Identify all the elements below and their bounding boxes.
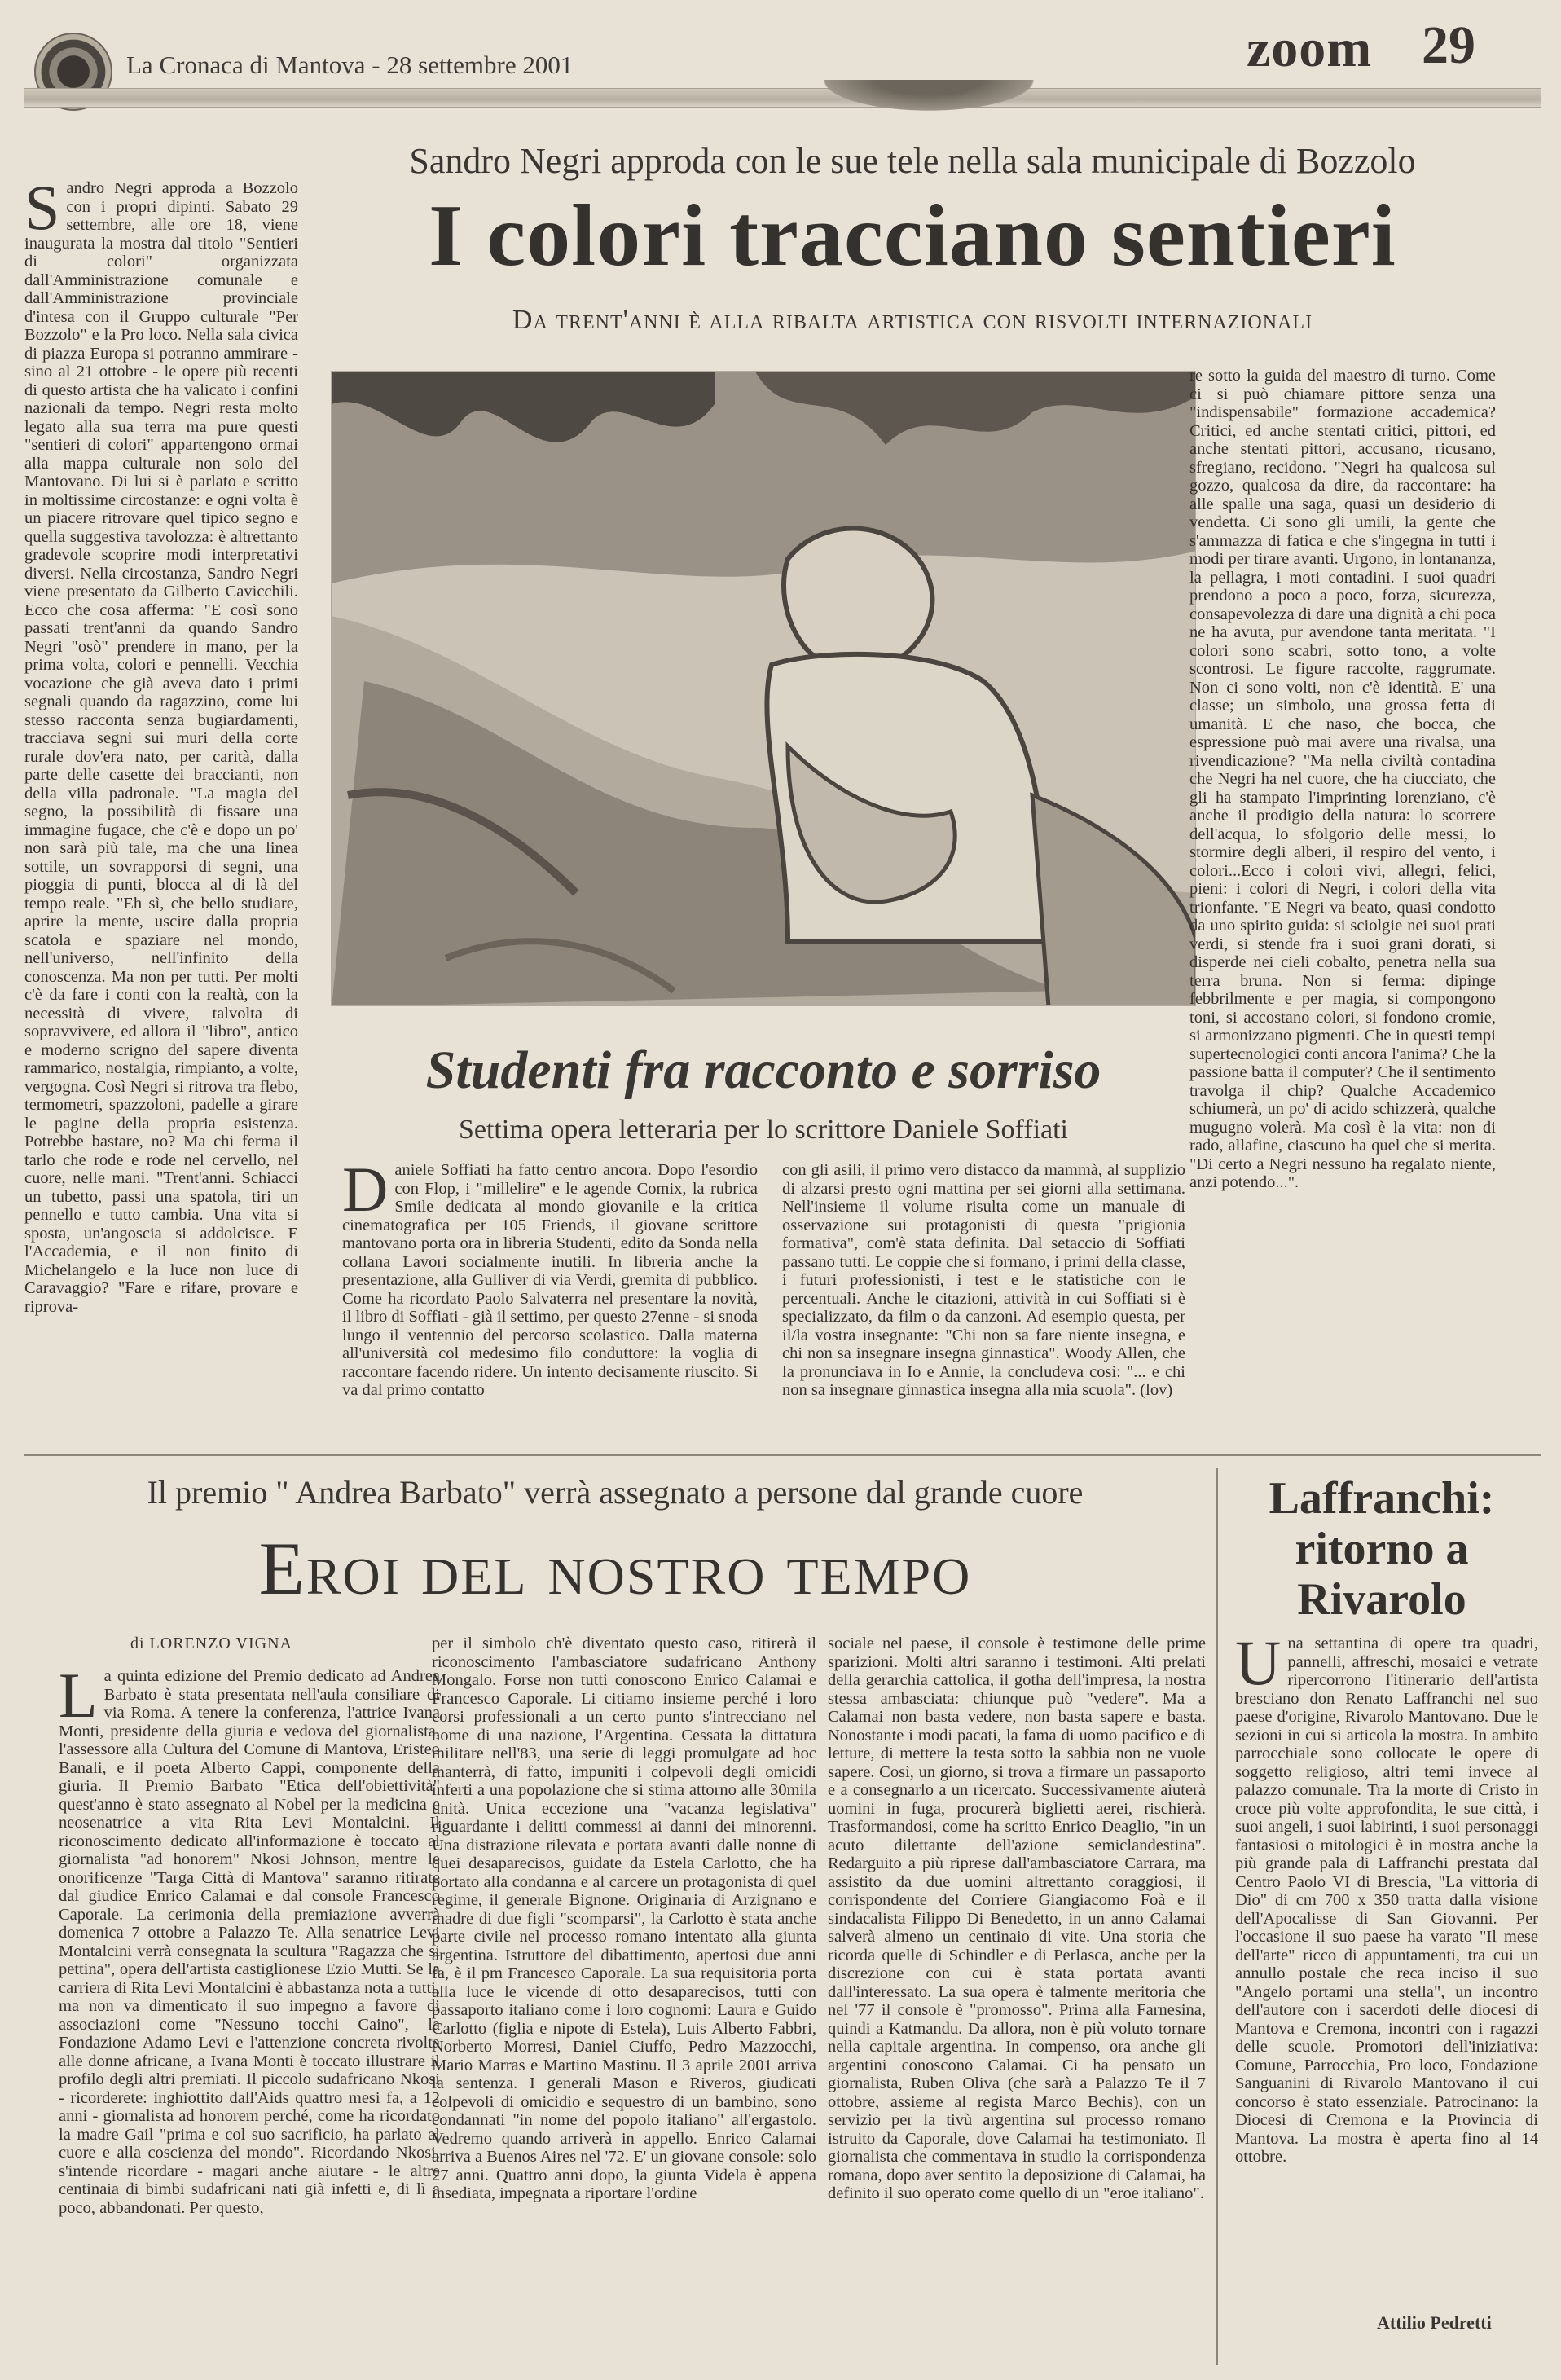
- article2-dropcap: D: [342, 1161, 389, 1225]
- article1-kicker: Sandro Negri approda con le sue tele nella sala municipale di Bozzolo: [409, 141, 1416, 181]
- article1-text-left: andro Negri approda a Bozzolo con i propri dipinti. Sabato 29 settembre, alle ore 18, viene inaugurata la mostra dal titolo "Sentieri di colori" organizzata dall'Amministrazione comunale e dall'Amministrazione provinciale d'intesa con il Gruppo culturale "Per Bozzolo" e la Pro loco. Nella sala civica di piazza Europa si potranno ammirare - sino al 21 ottobre - le opere più recenti di questo artista che ha valicato i confini nazionali da tempo. Negri resta molto legato alla sua terra ma pure questi "sentieri di colori" appartengono ormai alla mappa culturale non solo del Mantovano. Di lui si è parlato e scritto in moltissime circostanze: e ogni volta è un piacere ritrovare quel tipico segno e quella suggestiva tavolozza: è altrettanto gradevole scoprire modi interpretativi diversi. Nella circostanza, Sandro Negri viene presentato da Gilberto Cavicchili. Ecco che cosa afferma: "E così sono passati trent'anni da quando Sandro Negri "osò" prendere in mano, per la prima volta, colori e pennelli. Vecchia vocazione che già aveva dato i primi segnali quando da ragazzino, come lui stesso racconta senza bugiardamenti, tracciava segni sui muri della corte rurale dov'era nato, per carità, dalla parte delle casette dei braccianti, non della villa padronale. "La magia del segno, la possibilità di fissare una immagine fugace, che c'è e dopo un po' non sarà più tale, ma che una linea sottile, un sovrapporsi di segni, una pioggia di punti, blocca al di là del tempo reale. "Eh sì, che bello studiare, aprire la mente, uscire dalla propria scatola e spaziare nel mondo, nell'universo, nell'infinito della conoscenza. Ma non per tutti. Per molti c'è da fare i conti con la realtà, con la necessità di vivere, talvolta di sopravvivere, ed allora il "libro", antico e moderno scrigno del sapere diventa rammarico, nostalgia, rimpianto, a volte, vergogna. Così Negri si ritrova tra flebo, termometri, spazzoloni, padelle a girare le pagine della propria esistenza. Potrebbe bastare, no? Ma chi ferma il tarlo che rode e rode nel cervello, nel cuore, nelle mani. "Trent'anni. Schiacci un tubetto, passi una spatola, tiri un pennello e tutto cambia. Una vita si sposta, un'angoscia si addolcisce. E l'Accademia, e il non finito di Michelangelo e la luce non luce di Caravaggio? "Fare e rifare, provare e riprova-: [24, 179, 298, 1316]
- article2-text-a: aniele Soffiati ha fatto centro ancora. Dopo l'esordio con Flop, i "millelire" e le agende Comix, la rubrica Smile dedicata al mondo giovanile e la critica cinematografica per 105 Friends, il giovane scrittore mantovano porta ora in libreria Studenti, edito da Sonda nella collana Lavori socialmente inutili. In libreria anche la presentazione, alla Gulliver di via Verdi, gremita di pubblico. Come ha ricordato Paolo Salvaterra nel presentare la novità, il libro di Soffiati - già il settimo, per questo 27enne - si snoda lungo il ventennio del percorso scolastico. Dalla materna all'università col medesimo filo conduttore: la voglia di raccontare facendo ridere. Un intento decisamente riuscito. Si va dal primo contatto: [342, 1161, 758, 1399]
- painting-image: [331, 371, 1196, 1006]
- article4-title: Laffranchi: ritorno a Rivarolo: [1269, 1473, 1495, 1625]
- article2-title: Studenti fra racconto e sorriso: [425, 1040, 1101, 1100]
- masthead-emblem: [807, 80, 1051, 116]
- article1-column-left: [24, 179, 298, 1438]
- article1-column-right: re sotto la guida del maestro di turno. Come ci si può chiamare pittore senza una "indispensabile" formazione accademica? Critici, ed anche stentati critici, pittori, ed anche stentati pittori, accusano, ricusano, sfregiano, recidono. "Negri ha qualcosa sul gozzo, qualcosa da dire, da raccontare: ha alle spalle una saga, quasi un desiderio di vendetta. Ci sono gli umili, la gente che s'ammazza di fatica e che s'ingegna in tutti i modi per tirare avanti. Urgono, in lontananza, la pellagra, i moti contadini. I suoi quadri prendono a poco a poco, forza, sicurezza, consapevolezza di dare una dignità a chi poca ne ha avuta, pur avendone tanta meritata. "I colori sono scabri, sotto tono, a volte scontrosi. Le figure raccolte, raggrumate. Non ci sono volti, non c'è identità. E' una classe; un simbolo, una grossa fetta di umanità. E che naso, che bocca, che espressione può mai avere una rivalsa, una rivendicazione? "Ma nella civiltà contadina che Negri ha nel cuore, che ha ciucciato, che gli ha stampato l'imprinting lorenziano, c'è anche il prodigio della natura: lo scorrere dell'acqua, lo sfolgorio delle messi, lo stormire degli alberi, il respiro del vento, i colori...Ecco i colori vivi, allegri, felici, pieni: i colori di Negri, i colori della vita trionfante. "E Negri va beato, quasi condotto da uno spirito guida: si sciolgie nei suoi prati verdi, si stende fra i suoi grani dorati, si disperde nei cieli cobalto, penetra nella sua terra bruna. Non si ferma: dipinge febbrilmente e per magia, si compongono toni, si accostano colori, si fondono cromie, si armonizzano pigmenti. Che in questi tempi supertecnologici conti ancora l'anima? Che la passione batta il computer? Che il sentimento travolga il chip? Qualche Accademico schiumerà, un po' di acido schizzerà, qualche mugugno volerà. Ma così è la vita: non di rado, allafine, ciascuno ha quel che si merita. "Di certo a Negri nessuno ha regalato niente, anzi potendo...".: [1189, 367, 1496, 1191]
- newspaper-date-header: La Cronaca di Mantova - 28 settembre 2001: [126, 51, 574, 79]
- article4-text: na settantina di opere tra quadri, pannelli, affreschi, mosaici e vetrate ripercorrono l'itinerario dell'artista bresciano don Renato Laffranchi nel suo paese d'origine, Rivarolo Mantovano. Due le sezioni in cui si articola la mostra. In ambito parrocchiale sono collocate le opere di soggetto religioso, altri temi invece al palazzo comunale. Tra la morte di Cristo in croce più volte approfondita, le sue città, i suoi angeli, i suoi labirinti, i suoi personaggi fantasiosi o mitologici è in mostra anche la più grande pala di Laffranchi prestata dal Centro Paolo VI di Brescia, "La vittoria di Dio" di cm 700 x 350 tratta dalla visione dell'Apocalisse di San Giovanni. Per l'occasione il suo paese ha varato "Il mese dell'arte" ricco di appuntamenti, tra cui un annullo postale che reca inciso il suo "Angelo portami una stella", un incontro dell'autore con i sacerdoti delle diocesi di Mantova e Cremona, incontri con i ragazzi delle scuole. Promotori dell'iniziativa: Comune, Parrocchia, Pro loco, Fondazione Sanguanini di Rivarolo Mantovano il cui concorso è stato essenziale. Patrocinano: la Diocesi di Cremona e la Provincia di Mantova. La mostra è aperta fino al 14 ottobre.: [1235, 1634, 1538, 2166]
- article2-kicker: Settima opera letteraria per lo scrittore Daniele Soffiati: [458, 1115, 1069, 1145]
- article1-dropcap: S: [24, 179, 60, 243]
- section-divider: [24, 1454, 1541, 1456]
- article3-column-3: sociale nel paese, il console è testimone delle prime sparizioni. Molti altri saranno i testimoni. Alti prelati della gerarchia cattolica, il gotha dell'impresa, la nostra stessa ambasciata: chiunque può "vedere". Ma a Calamai non basta vedere, non basta sapere e basta. Nonostante i modi pacati, la fama di uomo pacifico e di letture, di mettere la testa sotto la sabbia non ne vuole sapere. Così, un giorno, si trova a firmare un passaporto e a consegnarlo a un ricercato. Successivamente aiuterà uomini in fuga, procurerà biglietti aerei, rischierà. Trasformandosi, come ha scritto Enrico Deaglio, "in un acuto dilettante dell'azione semiclandestina". Redarguito a più riprese dall'ambasciatore Carrara, ma assistito da due uomini altrettanto coraggiosi, il corrispondente del Corriere Giangiacomo Foà e il sindacalista Filippo Di Benedetto, in un anno Calamai salverà almeno un centinaio di vite. Una storia che ricorda quelle di Schindler e di Perlasca, anche per la discrezione con cui è stata portata avanti dall'interessato. La sua opera è talmente meritoria che nel '77 il console è "promosso". Prima alla Farnesina, quindi a Katmandu. Da allora, non è più voluto tornare nella capitale argentina. In compenso, ora anche gli argentini conoscono Calamai. Ci ha pensato un giornalista, Ruben Oliva (che sarà a Palazzo Te il 7 ottobre, assieme al regista Marco Bechis), con un servizio per la tivù argentina sul processo romano istruito da Caporale, dove Calamai ha testimoniato. Il giornalista che commentava in studio la corrispondenza romana, dopo aver sentito la deposizione di Calamai, ha definito il suo operato come quello di un "eroe italiano".: [828, 1634, 1206, 2202]
- article4-signature: Attilio Pedretti: [1377, 2312, 1492, 2333]
- article3-dropcap: L: [59, 1667, 98, 1731]
- article3-column-1: [59, 1667, 440, 2335]
- painting-illustration: [332, 372, 1196, 1006]
- article3-title: Eroi del nostro tempo: [258, 1527, 972, 1610]
- article3-byline: di LORENZO VIGNA: [130, 1634, 292, 1652]
- article2-column-a: [342, 1161, 758, 1438]
- article1-deck: Da trent'anni è alla ribalta artistica con risvolti internazionali: [512, 305, 1313, 335]
- article4-column: [1235, 1634, 1538, 2303]
- article4-dropcap: U: [1235, 1634, 1282, 1698]
- section-name: zoom: [1247, 19, 1373, 78]
- article3-text-1: a quinta edizione del Premio dedicato ad Andrea Barbato è stata presentata nell'aula consiliare di via Roma. A tenere la conferenza, l'attrice Ivana Monti, presidente della giuria e vedova del giornalista, l'assessore alla Cultura del Comune di Mantova, Eristeo Banali, e il poeta Alberto Cappi, componente della giuria. Il Premio Barbato "Etica dell'obiettività" quest'anno è stato assegnato al Nobel per la medicina e neosenatrice a vita Rita Levi Montalcini. Il riconoscimento dedicato all'informazione è toccato al giornalista "ad honorem" Nkosi Johnson, mentre le onorificenze "Targa Città di Mantova" saranno ritirate dal giudice Enrico Calamai e dal console Francesco Caporale. La cerimonia della premiazione avverrà domenica 7 ottobre a Palazzo Te. Alla senatrice Levi Montalcini verrà consegnata la scultura "Ragazza che si pettina", opera dell'artista castiglionese Ezio Mutti. Se la carriera di Rita Levi Montalcini è abbastanza nota a tutti, ma non va dimenticato il suo impegno a favore di associazioni come "Nessuno tocchi Caino", la Fondazione Adamo Levi e l'attenzione concreta rivolta alle donne africane, a Ivana Monti è toccato illustrare il profilo degli altri premiati. Il piccolo sudafricano Nkosi - ricorderete: inghiottito dall'Aids quattro mesi fa, a 12 anni - giornalista ad honorem perché, come ha ricordato la madre Gail "prima e col suo sacrificio, ha parlato al cuore e alla coscienza del mondo". Ricordando Nkosi, s'intende ricordare - magari anche aiutare - le altre centinaia di bimbi sudafricani nati già infetti e, di lì a poco, abbandonati. Per questo,: [59, 1667, 440, 2217]
- page-number: 29: [1422, 15, 1475, 75]
- article3-column-2: per il simbolo ch'è diventato questo caso, ritirerà il riconoscimento l'ambasciatore sudafricano Anthony Mongalo. Forse non tutti conoscono Enrico Calamai e Francesco Caporale. Li citiamo insieme perché i loro corsi professionali a un certo punto s'intrecciano nel nome di una nazione, l'Argentina. Cessata la dittatura militare nell'83, una serie di leggi promulgate ad hoc manterrà, di fatto, impuniti i colpevoli degli omicidi inferti a una popolazione che si stima attorno alle 30mila unità. Unica eccezione una "vacanza legislativa" riguardante i delitti commessi ai danni dei minorenni. Una distrazione rilevata e portata avanti dalle nonne di quei desaparecisos, guidate da Estela Carlotto, che ha portato alla condanna e al carcere un protagonista di quel regime, il generale Bignone. Originaria di Arzignano e madre di due figli "scomparsi", la Carlotto è stata anche parte civile nel processo romano intentato alla giunta argentina. Istruttore del dibattimento, apertosi due anni fa, è il pm Francesco Caporale. La sua requisitoria porta alla luce le vicende di otto desaparecisos, tutti con passaporto italiano come i loro cognomi: Laura e Guido Carlotto (figlia e nipote di Estela), Luis Alberto Fabbri, Norberto Morresi, Daniel Ciuffo, Pedro Mazzocchi, Mario Marras e Martino Mastinu. Il 3 aprile 2001 arriva la sentenza. I generali Mason e Riveros, giudicati colpevoli di omicidio e sequestro di un bambino, sono condannati "in nome del popolo italiano" all'ergastolo. Vedremo quando arriverà in appello. Enrico Calamai arriva a Buenos Aires nel '72. E' un giovane console: solo 27 anni. Quattro anni dopo, la giunta Videla è appena insediata, impegnata a riportare l'ordine: [432, 1634, 816, 2202]
- masthead-rule: [24, 88, 1541, 108]
- column-divider: [1216, 1468, 1218, 2365]
- article2-column-b: con gli asili, il primo vero distacco da mammà, al supplizio di alzarsi presto ogni mattina per sei giorni alla settimana. Nell'insieme il volume risulta come un manuale di osservazione sui protagonisti di questa "prigionia formativa", com'è stata definita. Dal setaccio di Soffiati passano tutti. Le coppie che si formano, i primi della classe, i futuri professionisti, i test e le statistiche con le percentuali. Anche le citazioni, attività in cui Soffiati si è specializzato, da film o da canzoni. Ad esempio questa, per il/la vostra insegnante: "Chi non sa fare niente insegna, e chi non sa insegnare insegna ginnastica". Woody Allen, che la pronunciava in Io e Annie, la concludeva così: "... e chi non sa insegnare ginnastica insegna alla mia scuola". (lov): [782, 1161, 1185, 1399]
- article3-kicker: Il premio " Andrea Barbato" verrà assegnato a persone dal grande cuore: [147, 1474, 1084, 1511]
- article1-title: I colori tracciano sentieri: [429, 187, 1396, 284]
